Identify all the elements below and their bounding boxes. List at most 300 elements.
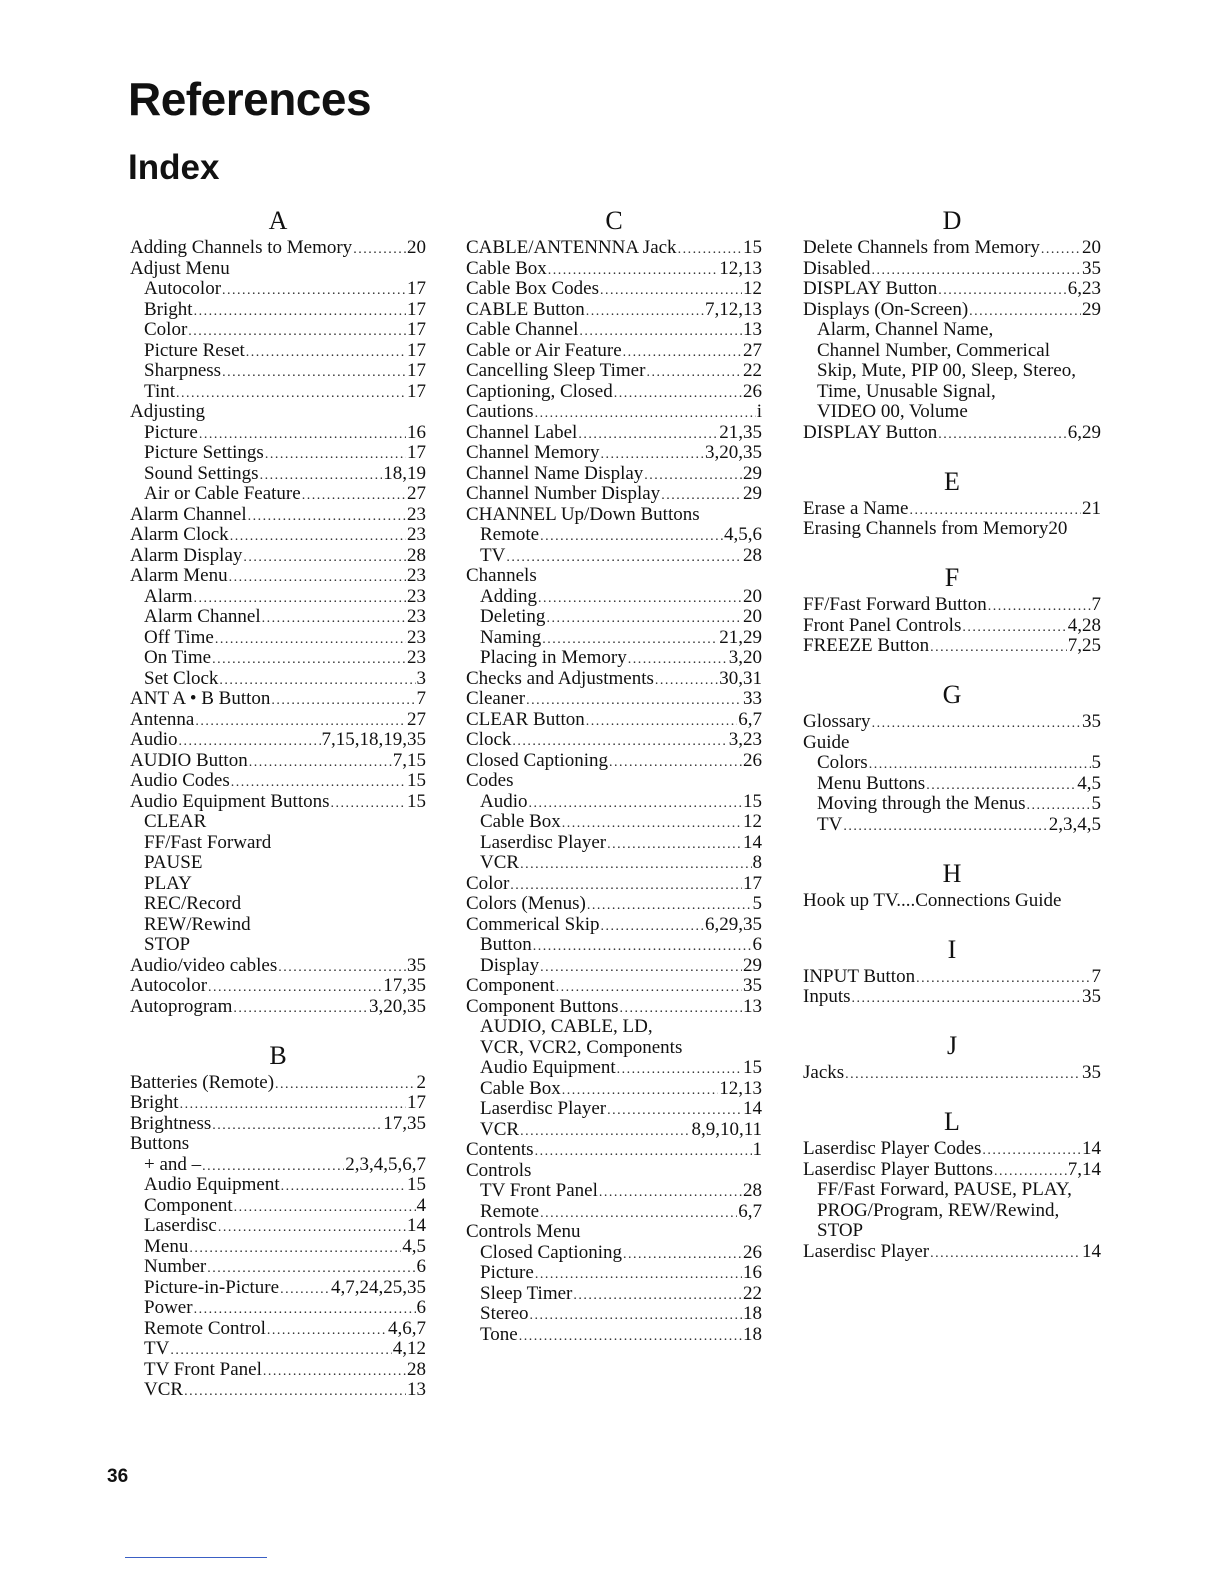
- index-subentry: [130, 607, 426, 628]
- entry-pages: 5: [752, 893, 762, 914]
- index-entry: [466, 279, 762, 300]
- index-entry-text: [130, 402, 426, 423]
- entry-term: Sleep Timer: [480, 1282, 573, 1304]
- entry-label: STOP: [817, 1220, 864, 1241]
- entry-label: Channel Number, Commerical: [817, 339, 1050, 361]
- dot-leader: [546, 609, 742, 630]
- dot-leader: [845, 1065, 1081, 1086]
- entry-term: TV: [480, 544, 506, 566]
- index-subentry: [466, 1263, 762, 1284]
- index-subentry: [130, 464, 426, 485]
- entry-term: Jacks: [803, 1062, 845, 1083]
- entry-term: Audio: [480, 790, 528, 812]
- entry-term: Picture: [480, 1262, 534, 1283]
- entry-pages: 20: [743, 606, 762, 627]
- index-entry: [803, 712, 1101, 733]
- index-entry: [466, 361, 762, 382]
- entry-term: FF/Fast Forward Button: [803, 594, 987, 615]
- section-spacer: [803, 835, 1101, 856]
- entry-label: Channels: [466, 565, 537, 586]
- entry-term: Cautions: [466, 401, 534, 422]
- dot-leader: [655, 671, 718, 692]
- entry-term: Cancelling Sleep Timer: [466, 360, 646, 381]
- index-subentry: [466, 792, 762, 813]
- entry-pages: 23: [407, 626, 426, 648]
- index-entry: [130, 976, 426, 997]
- entry-term: Tone: [480, 1323, 518, 1345]
- dot-leader: [212, 1116, 382, 1137]
- index-entry: [803, 499, 1101, 520]
- entry-term: DISPLAY Button: [803, 421, 938, 443]
- dot-leader: [263, 1362, 406, 1383]
- dot-leader: [262, 609, 406, 630]
- entry-term: Cable Box: [466, 257, 547, 279]
- entry-pages: 15: [407, 790, 426, 812]
- index-entry: [466, 689, 762, 710]
- entry-pages: 27: [407, 708, 426, 730]
- entry-term: AUDIO Button: [130, 749, 248, 771]
- entry-pages: 14: [1082, 1240, 1101, 1262]
- dot-leader: [646, 363, 742, 384]
- entry-term: VCR: [480, 852, 520, 873]
- entry-term: Audio Equipment: [144, 1174, 280, 1195]
- index-entry: [803, 636, 1101, 657]
- entry-label: AUDIO, CABLE, LD,: [480, 1016, 653, 1037]
- index-subentry: [130, 648, 426, 669]
- index-subentry: [803, 815, 1101, 836]
- index-subentry-text: [803, 341, 1101, 362]
- entry-label: Buttons: [130, 1133, 190, 1154]
- index-entry-text: [803, 891, 1101, 912]
- entry-term: Cleaner: [466, 688, 526, 709]
- entry-pages: 17: [407, 278, 426, 299]
- dot-leader: [520, 855, 751, 876]
- index-subentry: [130, 1216, 426, 1237]
- entry-pages: 17: [743, 872, 762, 894]
- entry-pages: 15: [407, 1174, 426, 1195]
- entry-term: Power: [144, 1297, 193, 1318]
- index-subentry: [466, 833, 762, 854]
- index-subentry: [466, 853, 762, 874]
- entry-term: Closed Captioning: [466, 749, 608, 771]
- entry-pages: 17: [407, 319, 426, 340]
- entry-pages: 18: [743, 1303, 762, 1324]
- section-letter-g: G: [942, 680, 962, 709]
- dot-leader: [189, 1239, 401, 1260]
- page-number: 36: [107, 1466, 129, 1487]
- dot-leader: [573, 1286, 742, 1307]
- entry-term: VCR: [144, 1379, 184, 1400]
- index-subentry: [130, 1298, 426, 1319]
- dot-leader: [533, 937, 752, 958]
- section-spacer: [803, 443, 1101, 464]
- entry-pages: 4,5: [1077, 772, 1101, 794]
- entry-pages: 18,19: [383, 462, 426, 484]
- index-entry: [130, 710, 426, 731]
- entry-label: Controls: [466, 1159, 532, 1181]
- section-letter-h: H: [942, 858, 962, 888]
- entry-pages: 12,13: [719, 257, 762, 279]
- index-entry: [466, 894, 762, 915]
- index-entry: [130, 730, 426, 751]
- entry-term: Display: [480, 954, 540, 976]
- entry-label: CLEAR: [144, 811, 207, 832]
- entry-pages: 23: [407, 606, 426, 627]
- dot-leader: [601, 917, 704, 938]
- index-subentry: [130, 587, 426, 608]
- entry-pages: 3,23: [728, 729, 762, 750]
- dot-leader: [609, 753, 742, 774]
- index-subentry: [130, 1155, 426, 1176]
- dot-leader: [194, 302, 406, 323]
- section-spacer: [130, 1017, 426, 1038]
- index-entry-text: [466, 771, 762, 792]
- entry-pages: 4,7,24,25,35: [331, 1276, 426, 1298]
- index-entry: [803, 1139, 1101, 1160]
- section-letter-d: D: [942, 206, 962, 235]
- index-subentry: [466, 546, 762, 567]
- entry-pages: 35: [743, 975, 762, 996]
- dot-leader: [302, 486, 406, 507]
- dot-leader: [614, 384, 742, 405]
- dot-leader: [248, 507, 406, 528]
- index-subentry: [130, 1360, 426, 1381]
- index-subentry: [803, 774, 1101, 795]
- index-subentry: [130, 1237, 426, 1258]
- index-entry: [803, 238, 1101, 259]
- entry-term: Disabled: [803, 257, 871, 279]
- index-entry-text: [130, 1134, 426, 1155]
- entry-pages: 13: [743, 319, 762, 340]
- index-entry: [466, 484, 762, 505]
- entry-pages: 14: [407, 1215, 426, 1236]
- entry-pages: 29: [743, 954, 762, 976]
- index-entry: [130, 997, 426, 1018]
- index-entry: [466, 669, 762, 690]
- entry-term: Tint: [144, 380, 175, 402]
- index-entry-text: [466, 566, 762, 587]
- index-entry: [803, 259, 1101, 280]
- entry-pages: 6: [416, 1256, 426, 1277]
- index-entry: [466, 320, 762, 341]
- entry-pages: 26: [743, 1241, 762, 1263]
- entry-term: CABLE/ANTENNNA Jack: [466, 237, 677, 258]
- entry-term: Picture Settings: [144, 442, 264, 463]
- index-entry: [466, 443, 762, 464]
- entry-label: Codes: [466, 770, 514, 791]
- index-subentry-text: [803, 1221, 1101, 1242]
- entry-term: Laserdisc Player Buttons: [803, 1158, 993, 1180]
- entry-pages: 7,15: [392, 749, 426, 771]
- entry-pages: 13: [407, 1379, 426, 1400]
- dot-leader: [962, 618, 1066, 639]
- dot-leader: [599, 1183, 742, 1204]
- entry-pages: 8,9,10,11: [691, 1118, 762, 1140]
- index-entry: [466, 751, 762, 772]
- entry-pages: 3: [416, 667, 426, 689]
- index-entry: [803, 423, 1101, 444]
- entry-pages: 3,20,35: [369, 995, 426, 1017]
- index-subentry: [466, 1181, 762, 1202]
- index-subentry: [466, 1243, 762, 1264]
- entry-term: Moving through the Menus: [817, 793, 1026, 814]
- index-subentry: [466, 1079, 762, 1100]
- dot-leader: [938, 425, 1066, 446]
- index-subentry: [466, 1304, 762, 1325]
- index-entry: [803, 1242, 1101, 1263]
- entry-term: Sharpness: [144, 360, 222, 381]
- dot-leader: [229, 568, 406, 589]
- index-subentry: [466, 1202, 762, 1223]
- entry-term: Remote Control: [144, 1317, 266, 1339]
- entry-term: Audio/video cables: [130, 954, 278, 976]
- entry-pages: 6,7: [738, 708, 762, 730]
- entry-pages: 12: [743, 811, 762, 832]
- entry-term: + and –: [144, 1153, 202, 1175]
- index-entry: [466, 976, 762, 997]
- entry-term: Adding: [480, 585, 537, 607]
- dot-leader: [586, 302, 704, 323]
- dot-leader: [230, 527, 406, 548]
- index-subentry-text: [803, 382, 1101, 403]
- index-subentry: [130, 1380, 426, 1401]
- entry-term: Channel Memory: [466, 442, 600, 463]
- index-entry: [130, 546, 426, 567]
- entry-term: Autoprogram: [130, 995, 233, 1017]
- index-entry: [466, 238, 762, 259]
- entry-pages: 17: [407, 380, 426, 402]
- entry-label: PROG/Program, REW/Rewind,: [817, 1199, 1060, 1221]
- index-entry: [130, 689, 426, 710]
- entry-label: Controls Menu: [466, 1221, 581, 1242]
- entry-pages: 4,12: [392, 1338, 426, 1359]
- entry-label: STOP: [144, 934, 191, 955]
- index-entry: [466, 382, 762, 403]
- entry-term: Cable Channel: [466, 319, 579, 340]
- entry-pages: 26: [743, 749, 762, 771]
- index-subentry: [466, 1325, 762, 1346]
- entry-term: Sound Settings: [144, 462, 259, 484]
- index-subentry: [466, 607, 762, 628]
- entry-term: CLEAR Button: [466, 708, 585, 730]
- entry-term: Batteries (Remote): [130, 1071, 275, 1093]
- entry-pages: 6: [752, 934, 762, 955]
- index-entry-text: [803, 733, 1101, 754]
- index-entry: [466, 1140, 762, 1161]
- index-entry: [466, 730, 762, 751]
- entry-pages: 16: [407, 421, 426, 443]
- index-entry: [130, 792, 426, 813]
- entry-term: Picture: [144, 421, 198, 443]
- section-letter-l: L: [944, 1107, 960, 1136]
- entry-term: Component: [144, 1194, 233, 1216]
- entry-pages: 7,15,18,19,35: [321, 729, 426, 750]
- dot-leader: [222, 363, 406, 384]
- index-subentry-text: [130, 935, 426, 956]
- entry-term: Audio Equipment: [480, 1057, 616, 1078]
- entry-pages: 3,20: [728, 647, 762, 668]
- entry-term: Remote: [480, 524, 540, 545]
- index-subentry-text: [803, 402, 1101, 423]
- entry-pages: 29: [743, 462, 762, 484]
- index-subentry-text: [466, 1038, 762, 1059]
- dot-leader: [623, 1245, 742, 1266]
- index-subentry: [130, 279, 426, 300]
- index-entry: [466, 341, 762, 362]
- index-entry: [803, 987, 1101, 1008]
- entry-term: Laserdisc: [144, 1215, 217, 1236]
- index-entry: [803, 616, 1101, 637]
- dot-leader: [535, 1142, 752, 1163]
- entry-term: Closed Captioning: [480, 1241, 622, 1263]
- index-subentry: [130, 320, 426, 341]
- index-entry: [466, 423, 762, 444]
- section-spacer: [803, 911, 1101, 932]
- entry-pages: 4,6,7: [388, 1317, 426, 1339]
- entry-pages: 20: [407, 237, 426, 258]
- entry-pages: 35: [407, 954, 426, 976]
- entry-pages: 6,23: [1067, 278, 1101, 299]
- index-subentry: [466, 587, 762, 608]
- entry-pages: 5: [1091, 793, 1101, 814]
- index-subentry: [466, 812, 762, 833]
- dot-leader: [246, 343, 406, 364]
- index-subentry: [466, 1120, 762, 1141]
- dot-leader: [267, 1321, 387, 1342]
- entry-pages: 4: [416, 1194, 426, 1216]
- dot-leader: [331, 794, 407, 815]
- entry-term: Audio: [130, 729, 178, 750]
- entry-term: TV: [817, 813, 843, 835]
- index-entry: [466, 402, 762, 423]
- entry-label: PLAY: [144, 872, 192, 894]
- index-subentry-text: [130, 853, 426, 874]
- entry-pages: 16: [743, 1262, 762, 1283]
- entry-term: FREEZE Button: [803, 635, 930, 656]
- dot-leader: [280, 1280, 330, 1301]
- section-title-index: Index: [128, 148, 220, 187]
- entry-pages: 6,29: [1067, 421, 1101, 443]
- dot-leader: [930, 1244, 1081, 1265]
- entry-pages: 6,29,35: [705, 913, 762, 935]
- section-spacer: [803, 540, 1101, 561]
- entry-term: On Time: [144, 647, 212, 668]
- index-entry: [130, 1093, 426, 1114]
- index-entry-text: [466, 1161, 762, 1182]
- entry-pages: 17: [407, 298, 426, 320]
- section-letter-c: C: [605, 206, 623, 235]
- section-letter-f: F: [944, 563, 960, 592]
- entry-pages: 17: [407, 1092, 426, 1113]
- dot-leader: [176, 384, 406, 405]
- entry-term: Stereo: [480, 1303, 529, 1324]
- index-entry: [466, 997, 762, 1018]
- index-entry: [803, 300, 1101, 321]
- index-subentry: [130, 361, 426, 382]
- entry-term: Menu: [144, 1235, 189, 1257]
- entry-pages: 4,5: [402, 1235, 426, 1257]
- index-subentry: [130, 341, 426, 362]
- index-entry: [130, 771, 426, 792]
- index-subentry: [130, 484, 426, 505]
- section-spacer: [803, 1084, 1101, 1105]
- entry-term: Picture Reset: [144, 339, 245, 361]
- entry-term: Bright: [144, 298, 193, 320]
- entry-pages: 17,35: [383, 975, 426, 996]
- entry-pages: 1: [752, 1139, 762, 1160]
- entry-pages: 14: [1082, 1138, 1101, 1159]
- entry-term: Commerical Skip: [466, 913, 600, 935]
- index-subentry: [130, 300, 426, 321]
- entry-pages: 6: [416, 1297, 426, 1318]
- entry-term: Antenna: [130, 708, 195, 730]
- entry-pages: 12,13: [719, 1077, 762, 1099]
- page-title: References: [128, 73, 372, 125]
- index-subentry: [130, 1196, 426, 1217]
- entry-pages: 2,3,4,5,6,7: [345, 1153, 426, 1175]
- entry-term: Placing in Memory: [480, 647, 627, 668]
- entry-label: Adjusting: [130, 401, 205, 422]
- entry-term: Alarm Channel: [144, 606, 261, 627]
- dot-leader: [540, 527, 723, 548]
- entry-term: Checks and Adjustments: [466, 667, 654, 689]
- dot-leader: [215, 630, 406, 651]
- entry-pages: 17: [407, 339, 426, 361]
- entry-pages: 26: [743, 380, 762, 402]
- index-subentry: [466, 628, 762, 649]
- entry-label: Adjust Menu: [130, 257, 230, 279]
- dot-leader: [530, 1306, 742, 1327]
- entry-term: Audio Equipment Buttons: [130, 790, 330, 812]
- entry-term: Picture-in-Picture: [144, 1276, 280, 1298]
- dot-leader: [538, 589, 742, 610]
- index-entry: [803, 1063, 1101, 1084]
- entry-pages: 28: [407, 1358, 426, 1380]
- entry-pages: 3,20,35: [705, 442, 762, 463]
- dot-leader: [916, 969, 1090, 990]
- dot-leader: [520, 1122, 690, 1143]
- entry-pages: 21,29: [719, 626, 762, 648]
- entry-term: Channel Name Display: [466, 462, 644, 484]
- index-subentry: [130, 1339, 426, 1360]
- entry-pages: 22: [743, 1282, 762, 1304]
- section-letter-j: J: [946, 1031, 958, 1060]
- entry-term: Channel Label: [466, 421, 578, 443]
- entry-term: Menu Buttons: [817, 772, 926, 794]
- entry-pages: 27: [743, 339, 762, 361]
- dot-leader: [353, 240, 406, 261]
- entry-pages: 30,31: [719, 667, 762, 689]
- entry-term: Air or Cable Feature: [144, 483, 301, 504]
- entry-pages: 13: [743, 995, 762, 1017]
- index-entry: [130, 505, 426, 526]
- entry-term: Cable or Air Feature: [466, 339, 622, 361]
- index-subentry: [466, 956, 762, 977]
- index-subentry: [130, 1175, 426, 1196]
- entry-term: Number: [144, 1256, 207, 1277]
- index-subentry: [130, 382, 426, 403]
- entry-pages: 7,14: [1067, 1158, 1101, 1180]
- entry-term: Set Clock: [144, 667, 219, 689]
- entry-pages: 23: [407, 647, 426, 668]
- index-subentry: [130, 628, 426, 649]
- index-entry: [466, 915, 762, 936]
- index-subentry-text: [803, 361, 1101, 382]
- entry-term: Captioning, Closed: [466, 380, 613, 402]
- index-subentry: [130, 423, 426, 444]
- entry-term: Clock: [466, 729, 512, 750]
- entry-pages: 15: [743, 790, 762, 812]
